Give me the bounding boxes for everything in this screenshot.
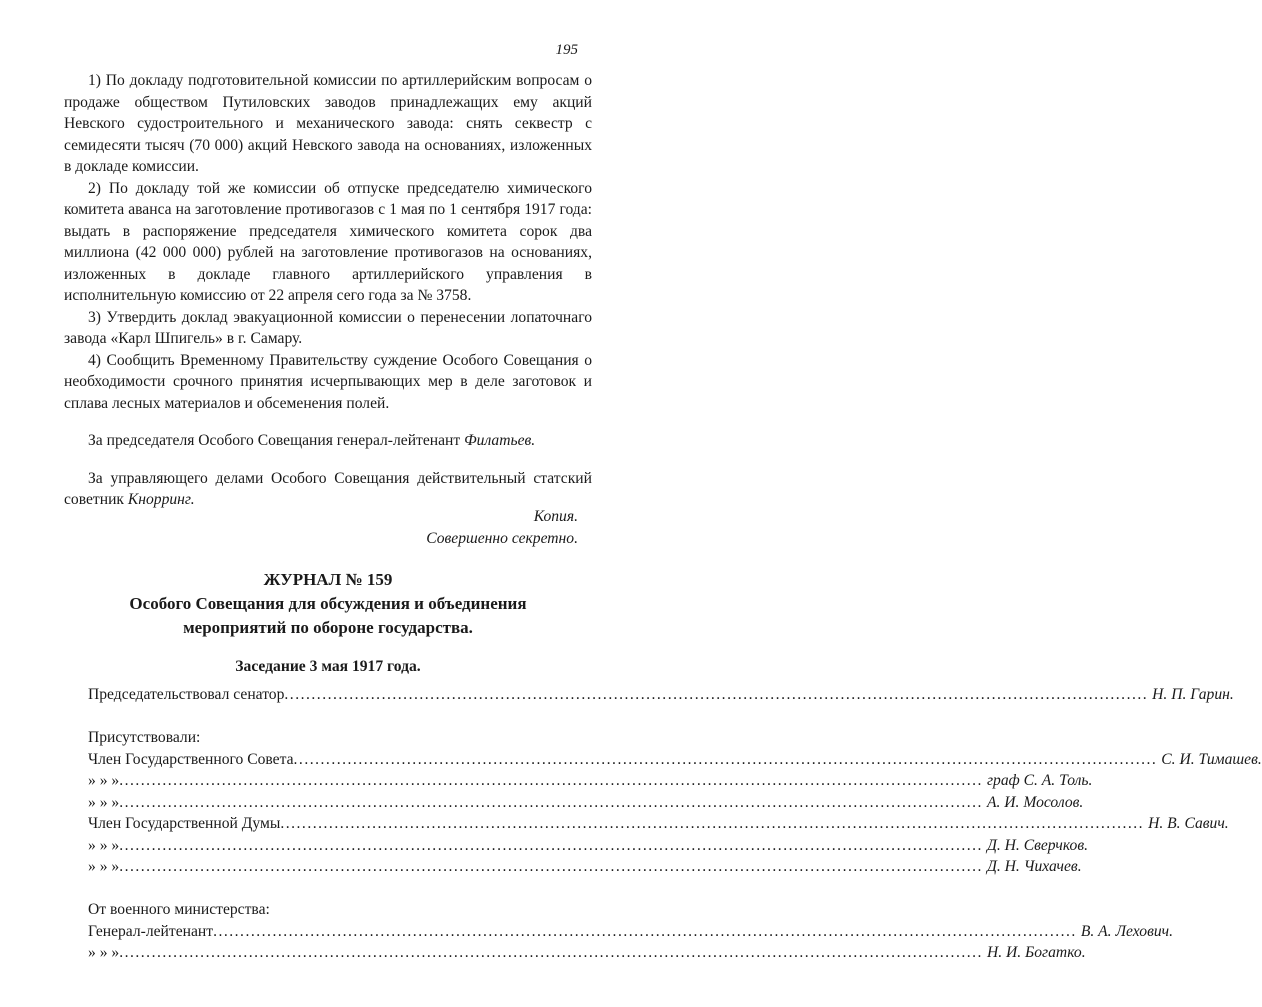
chair-label: Председательствовал сенатор	[88, 686, 285, 703]
page-number: 195	[555, 42, 578, 58]
paragraph-1: 1) По докладу подготовительной комиссии по артиллерийским вопросам о продаже обществом Путиловских заводов принадлежащих ему акций Невского судостроительного и механического завода: снять секвестр с семидесяти тысяч (70 000) акций Невского завода на основаниях, изложенных в докладе комиссии.	[64, 72, 592, 175]
stamp-copy: Копия.	[533, 508, 578, 525]
roster-row	[88, 813, 1229, 835]
session-date: Заседание 3 мая 1917 года.	[235, 658, 421, 675]
chairman-signature-name: Филатьев.	[464, 432, 536, 449]
member-role: Член Государственного Совета	[88, 750, 294, 768]
member-name: Н. И. Богатко.	[986, 944, 1086, 961]
journal-title: ЖУРНАЛ № 159	[263, 570, 393, 589]
stamp-secret: Совершенно секретно.	[426, 529, 578, 547]
leader-dots: ................................................................................................................................................................	[284, 686, 1149, 703]
roster-row	[88, 921, 1173, 943]
member-role: » » »	[88, 772, 120, 789]
paragraph-2: 2) По докладу той же комиссии об отпуске председателю химического комитета аванса на заготовление противогазов с 1 мая по 1 сентября 1917 года: выдать в распоряжение председателя химического комитета сорок два миллиона (42 000 000) рублей на заготовление противогазов на основаниях, изложенных в докладе главного артиллерийского управления в исполнительную комиссию от 22 апреля сего года за № 3758.	[64, 179, 592, 304]
leader-dots: ................................................................................................................................................................	[119, 944, 983, 961]
spacer	[88, 706, 574, 728]
paragraph-4: 4) Сообщить Временному Правительству суждение Особого Совещания о необходимости срочного принятия исчерпывающих мер в деле заготовок и сплава лесных материалов и обсеменения полей.	[64, 351, 592, 412]
member-name: Д. Н. Сверчков.	[986, 836, 1088, 854]
manager-signature-text: За управляющего делами Особого Совещания действительный статский советник	[64, 469, 592, 508]
roster-row	[88, 749, 1262, 771]
member-name: В. А. Лехович.	[1080, 922, 1173, 940]
copy-stamp	[426, 506, 578, 549]
chair-row	[88, 684, 1234, 706]
leader-dots: ................................................................................................................................................................	[293, 750, 1158, 768]
roster-row	[88, 792, 1084, 814]
paragraph-3: 3) Утвердить доклад эвакуационной комиссии о перенесении лопаточнаго завода «Карл Шпигель» в г. Самару.	[64, 308, 592, 347]
spacer	[88, 878, 574, 900]
chairman-signature-text: За председателя Особого Совещания генерал-лейтенант	[88, 432, 465, 449]
member-name: Д. Н. Чихачев.	[986, 858, 1082, 875]
manager-signature-name: Кнорринг.	[127, 491, 195, 508]
member-name: Н. В. Савич.	[1148, 815, 1229, 832]
roster-row	[88, 942, 1086, 964]
attendance-roster	[88, 684, 1262, 964]
chair-name: Н. П. Гарин.	[1152, 686, 1234, 703]
leader-dots: ................................................................................................................................................................	[119, 858, 983, 875]
member-role: » » »	[88, 944, 120, 961]
journal-subtitle-1: Особого Совещания для обсуждения и объединения	[129, 594, 527, 613]
roster-row	[88, 856, 1082, 878]
manager-signature	[64, 468, 592, 511]
ministry-heading: От военного министерства:	[88, 901, 270, 918]
member-role: » » »	[88, 858, 120, 875]
leader-dots: ................................................................................................................................................................	[119, 836, 983, 854]
member-role: » » »	[88, 836, 120, 854]
member-name: С. И. Тимашев.	[1161, 750, 1262, 768]
resolutions-text	[64, 70, 592, 511]
member-name: А. И. Мосолов.	[986, 793, 1084, 811]
member-role: » » »	[88, 793, 120, 811]
leader-dots: ................................................................................................................................................................	[280, 815, 1145, 832]
journal-subtitle-2: мероприятий по обороне государства.	[183, 618, 473, 637]
chairman-signature	[64, 430, 592, 452]
leader-dots: ................................................................................................................................................................	[119, 793, 983, 811]
journal-header	[64, 564, 592, 678]
member-name: граф С. А. Толь.	[986, 772, 1093, 789]
leader-dots: ................................................................................................................................................................	[119, 772, 983, 789]
leader-dots: ................................................................................................................................................................	[213, 922, 1077, 940]
roster-row	[88, 835, 1088, 857]
member-role: Генерал-лейтенант	[88, 922, 214, 940]
member-role: Член Государственной Думы	[88, 815, 281, 832]
present-heading: Присутствовали:	[88, 729, 201, 746]
roster-row	[88, 770, 1093, 792]
